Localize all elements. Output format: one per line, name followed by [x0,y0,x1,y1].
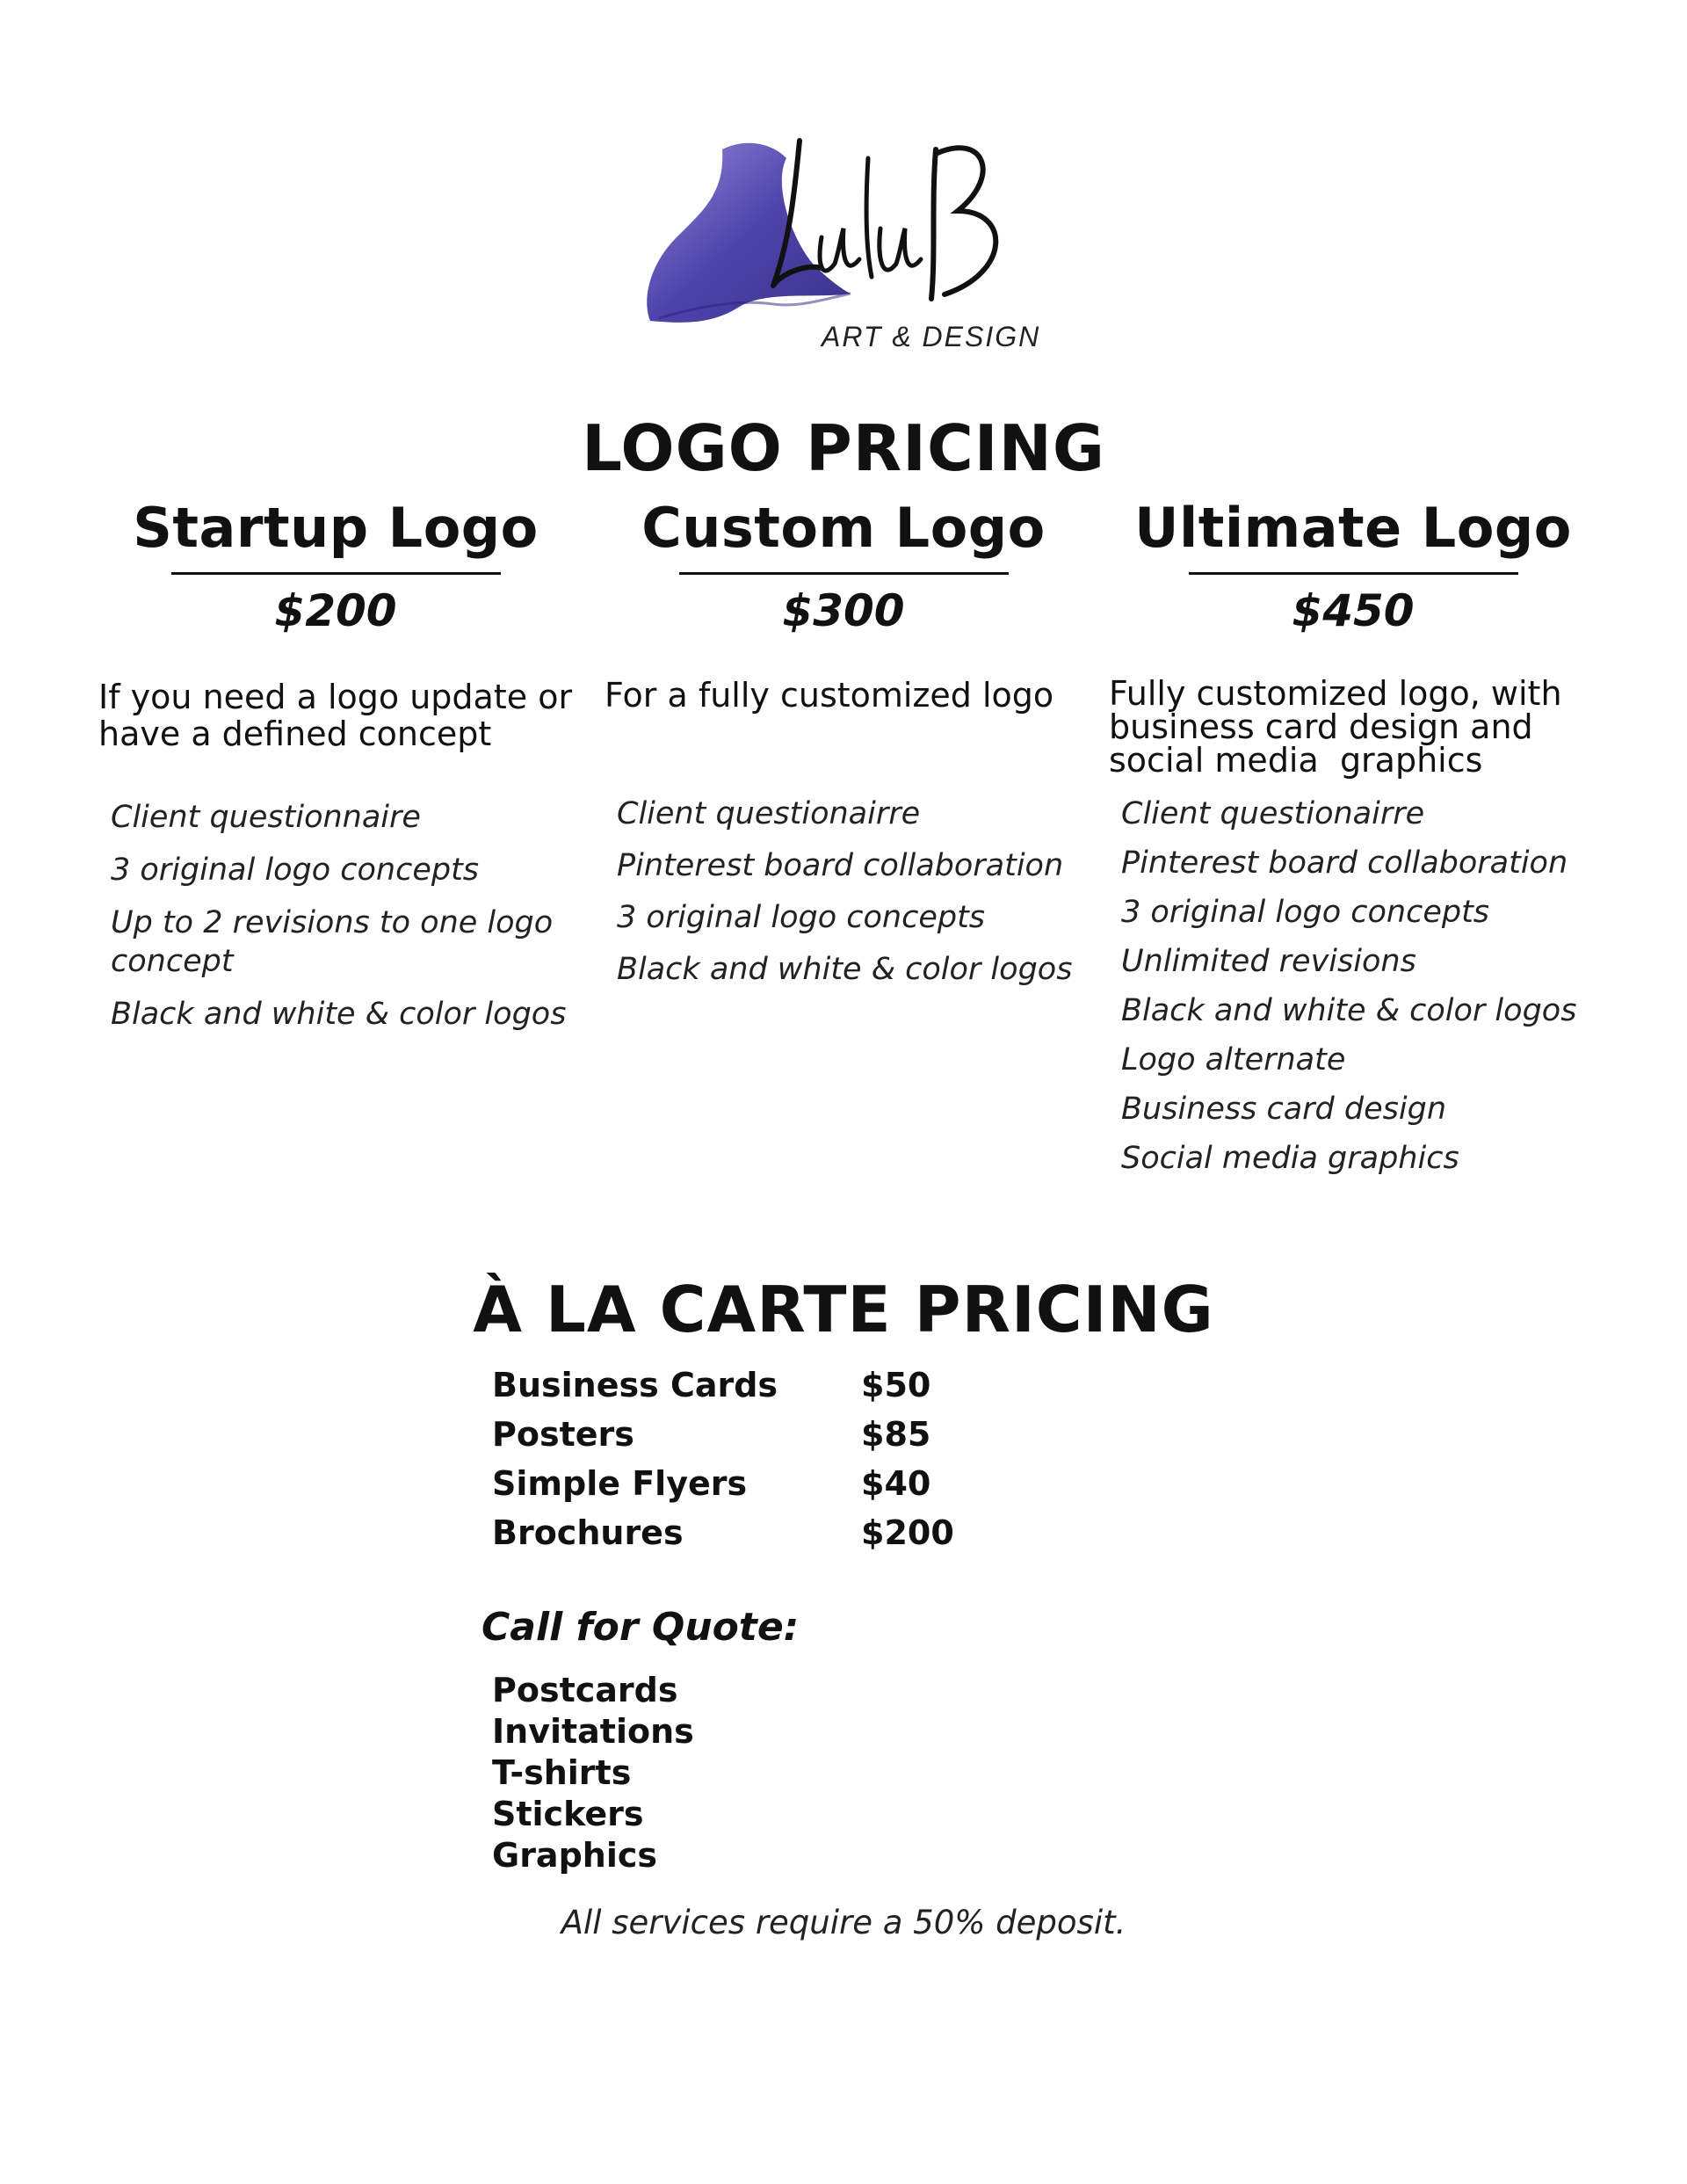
list-item: Stickers [492,1795,644,1833]
tier-price: $200 [274,585,397,636]
tier-name: Custom Logo [641,496,1046,560]
divider [679,572,1009,575]
feature-list [1121,796,1576,1190]
description-line: have a defined concept [98,715,492,753]
description-line: For a fully customized logo [605,676,1054,715]
list-item: Up to 2 revisions to one logo [111,905,554,940]
brand-tagline: ART & DESIGN [822,321,1041,352]
tier-custom [597,496,1090,636]
list-item: Graphics [492,1836,657,1875]
list-item: Black and white & color logos [111,997,567,1032]
item-name: Simple Flyers [492,1464,748,1503]
table-row [492,1459,1037,1508]
list-item: Black and white & color logos [1121,993,1577,1028]
logo-pricing-title: LOGO PRICING [582,411,1105,485]
description-line: If you need a logo update or [98,678,573,716]
table-row [492,1410,1037,1459]
feature-list [111,800,566,1049]
table-row [492,1360,1037,1410]
list-item: 3 original logo concepts [1121,895,1490,930]
item-name: Brochures [492,1513,684,1552]
list-item: Invitations [492,1712,694,1751]
list-item: concept [111,944,234,979]
item-price: $40 [861,1464,931,1503]
tier-description [1109,674,1562,780]
list-item: Client questionairre [617,796,921,831]
list-item: 3 original logo concepts [617,900,986,935]
item-price: $85 [861,1415,931,1454]
divider [1189,572,1518,575]
list-item: Social media graphics [1121,1141,1459,1176]
item-price: $50 [861,1366,931,1404]
table-row [492,1508,1037,1557]
tier-startup [90,496,582,636]
list-item: Client questionairre [1121,796,1425,831]
list-item: Pinterest board collaboration [617,848,1064,883]
divider [171,572,501,575]
item-price: $200 [861,1513,954,1552]
list-item: T-shirts [492,1753,632,1792]
feature-list [617,796,1072,1004]
tier-description [98,678,572,752]
tier-name: Ultimate Logo [1134,496,1572,560]
list-item: 3 original logo concepts [111,853,480,888]
tier-price: $300 [782,585,905,636]
list-item: Client questionnaire [111,800,421,835]
list-item: Logo alternate [1121,1042,1346,1077]
brand-logo [641,132,1046,360]
deposit-footnote: All services require a 50% deposit. [561,1904,1126,1941]
list-item: Postcards [492,1671,678,1709]
description-line: Fully customized logo, with [1109,674,1562,713]
item-name: Posters [492,1415,634,1454]
list-item: Black and white & color logos [617,952,1073,987]
a-la-carte-title: À LA CARTE PRICING [473,1273,1214,1346]
call-for-quote-title: Call for Quote: [481,1605,800,1650]
tier-name: Startup Logo [133,496,539,560]
list-item: Unlimited revisions [1121,944,1416,979]
list-item: Pinterest board collaboration [1121,845,1568,881]
tier-price: $450 [1292,585,1415,636]
description-line: social media graphics [1109,741,1483,780]
list-item: Business card design [1121,1092,1446,1127]
tier-ultimate [1107,496,1599,636]
a-la-carte-table [492,1360,1037,1557]
description-line: business card design and [1109,707,1533,746]
tier-description [605,677,1053,714]
item-name: Business Cards [492,1366,778,1404]
call-for-quote-list [492,1670,694,1876]
